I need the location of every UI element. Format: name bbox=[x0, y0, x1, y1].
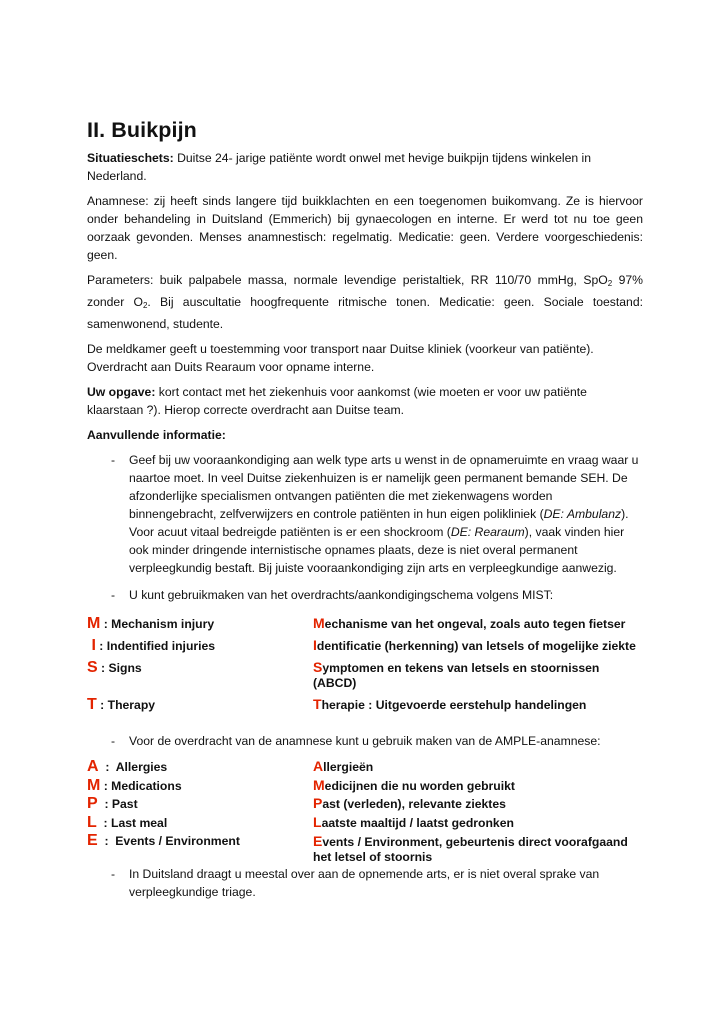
mist-table bbox=[87, 616, 643, 713]
ample-letter: P bbox=[87, 795, 98, 812]
ample-letter: M bbox=[87, 776, 101, 794]
aanvullend-heading: Aanvullende informatie: bbox=[87, 428, 226, 442]
ample-table bbox=[87, 758, 643, 865]
bullet-text-1: Geef bij uw vooraankondiging aan welk type arts u wenst in de opnameruimte en vraag waar u naartoe moet. In veel Duitse ziekenhuizen is er namelijk geen permanent bemande SEH. De afzonderlijke specialismen ontvangen patiënten die met ziekenwagens worden binnengebracht, zelfverwijzers en controle patiënten in hun eigen polikliniek ( bbox=[129, 453, 639, 521]
mist-description: echanisme van het ongeval, zoals auto tegen fietser bbox=[324, 617, 626, 631]
parameters-text-2: 97% zonder O bbox=[87, 273, 644, 309]
ample-description: edicijnen die nu worden gebruikt bbox=[324, 778, 515, 793]
mist-label: Signs bbox=[108, 661, 142, 675]
ample-letter: E bbox=[87, 832, 98, 849]
bullet-triage bbox=[87, 865, 643, 901]
mist-row-i: I : Indentified injuries Identificatie (herkenning) van letsels of mogelijke ziekte bbox=[87, 637, 636, 654]
mist-description: ymptomen en tekens van letsels en stoornissen (ABCD) bbox=[313, 661, 600, 690]
parameters-paragraph bbox=[87, 271, 643, 333]
o2-subscript: 2 bbox=[142, 301, 148, 310]
mist-red-letter: T bbox=[313, 696, 322, 712]
ample-red-letter: M bbox=[313, 776, 325, 793]
ample-description: vents / Environment, gebeurtenis direct voorafgaand het letsel of stoornis bbox=[313, 835, 628, 864]
mist-letter: S bbox=[87, 659, 98, 676]
bullet-dash: - bbox=[111, 734, 116, 748]
mist-description: herapie : Uitgevoerde eerstehulp handelingen bbox=[321, 698, 587, 712]
situatieschets-text: Duitse 24- jarige patiënte wordt onwel met hevige buikpijn tijdens winkelen in Nederland. bbox=[87, 151, 592, 183]
ample-label: Last meal bbox=[111, 815, 168, 830]
mist-row-t: T : Therapy Therapie : Uitgevoerde eerstehulp handelingen bbox=[87, 696, 587, 713]
bullet-text-3: ), vaak vinden hier ook minder dringende internistische opnames plaats, deze is niet overal permanent verpleegkundig bestaft. Bij juiste vooraankondiging zijn arts en verpleegkundige aanwezig. bbox=[129, 525, 625, 575]
italic-ambulanz: DE: Ambulanz bbox=[543, 507, 622, 521]
spo2-subscript: 2 bbox=[607, 279, 613, 288]
ample-description: llergieën bbox=[323, 760, 374, 774]
mist-letter: I bbox=[87, 637, 96, 654]
parameters-text-3: . Bij auscultatie hoogfrequente ritmische tonen. Medicatie: geen. Sociale toestand: samenwonend, studente. bbox=[87, 295, 643, 331]
ample-row-l: L : Last meal Laatste maaltijd / laatst gedronken bbox=[87, 813, 514, 831]
ample-description: ast (verleden), relevante ziektes bbox=[322, 797, 506, 811]
ample-row-m: M : Medications Medicijnen die nu worden gebruikt bbox=[87, 776, 515, 794]
document-page bbox=[87, 118, 643, 901]
bullet-dash: - bbox=[111, 588, 116, 602]
ample-red-letter: E bbox=[313, 833, 323, 849]
ample-red-letter: P bbox=[313, 795, 323, 811]
mist-red-letter: M bbox=[313, 615, 325, 631]
ample-letter: L bbox=[87, 813, 97, 831]
parameters-text-1: Parameters: buik palpabele massa, normale levendige peristaltiek, RR 110/70 mmHg, SpO bbox=[87, 273, 608, 287]
anamnese-paragraph: Anamnese: zij heeft sinds langere tijd buikklachten en een toegenomen buikomvang. Ze is hiervoor onder behandeling in Duitsland (Emmerich) bij gynaecologen en interne. Er werd tot nu toe geen oorzaak gevonden. Menses anamnestisch: regelmatig. Medicatie: geen. Verdere voorgeschiedenis: geen. bbox=[87, 194, 643, 262]
bullet-text: U kunt gebruikmaken van het overdrachts/aankondigingschema volgens MIST: bbox=[129, 588, 554, 602]
ample-row-p: P : Past Past (verleden), relevante ziektes bbox=[87, 795, 506, 812]
opgave-label: Uw opgave: bbox=[87, 385, 156, 399]
ample-label: Events / Environment bbox=[115, 834, 240, 848]
situatieschets-paragraph bbox=[87, 149, 643, 185]
bullet-text: In Duitsland draagt u meestal over aan de opnemende arts, er is niet overal sprake van verpleegkundige triage. bbox=[129, 867, 600, 899]
ample-red-letter: A bbox=[313, 758, 324, 774]
bullet-vooraankondiging bbox=[87, 451, 643, 577]
italic-rearaum: DE: Rearaum bbox=[450, 525, 525, 539]
bullet-mist-intro bbox=[87, 586, 643, 604]
mist-row-s: S : Signs Symptomen en tekens van letsels en stoornissen (ABCD) bbox=[87, 659, 600, 690]
ample-label: Allergies bbox=[115, 760, 168, 774]
meldkamer-line-2: Overdracht aan Duits Rearaum voor opname interne. bbox=[87, 360, 375, 374]
meldkamer-line-1: De meldkamer geeft u toestemming voor transport naar Duitse kliniek (voorkeur van patiënte). bbox=[87, 342, 594, 356]
meldkamer-paragraph bbox=[87, 340, 643, 376]
bullet-dash: - bbox=[111, 453, 116, 467]
ample-row-a: A : Allergies Allergieën bbox=[87, 758, 374, 775]
mist-letter: M bbox=[87, 615, 101, 632]
mist-row-m: M : Mechanism injury Mechanisme van het ongeval, zoals auto tegen fietser bbox=[87, 615, 626, 632]
ample-red-letter: L bbox=[313, 813, 322, 830]
ample-row-e: E : Events / Environment Events / Environment, gebeurtenis direct voorafgaand het letsel of stoornis bbox=[87, 832, 628, 864]
mist-label: Therapy bbox=[107, 698, 156, 712]
bullet-text-2: ). Voor acuut vitaal bedreigde patiënten is er een shockroom ( bbox=[129, 507, 629, 539]
mist-red-letter: I bbox=[313, 637, 317, 653]
mist-label: Mechanism injury bbox=[111, 617, 215, 631]
ample-label: Medications bbox=[111, 778, 182, 793]
mist-description: dentificatie (herkenning) van letsels of mogelijke ziekte bbox=[316, 639, 636, 653]
opgave-text: kort contact met het ziekenhuis voor aankomst (wie moeten er voor uw patiënte klaarstaan ?). Hierop correcte overdracht aan Duitse team. bbox=[87, 385, 587, 417]
mist-letter: T bbox=[87, 696, 97, 713]
bullet-dash: - bbox=[111, 867, 116, 881]
page-title: II. Buikpijn bbox=[87, 118, 197, 142]
opgave-paragraph bbox=[87, 383, 643, 419]
mist-label: Indentified injuries bbox=[106, 639, 216, 653]
mist-red-letter: S bbox=[313, 659, 323, 675]
ample-letter: A bbox=[87, 758, 99, 775]
bullet-text: Voor de overdracht van de anamnese kunt u gebruik maken van de AMPLE-anamnese: bbox=[129, 734, 601, 748]
bullet-ample-intro bbox=[87, 732, 643, 750]
situatieschets-label: Situatieschets: bbox=[87, 151, 174, 165]
ample-description: aatste maaltijd / laatst gedronken bbox=[321, 815, 514, 830]
ample-label: Past bbox=[111, 797, 138, 811]
